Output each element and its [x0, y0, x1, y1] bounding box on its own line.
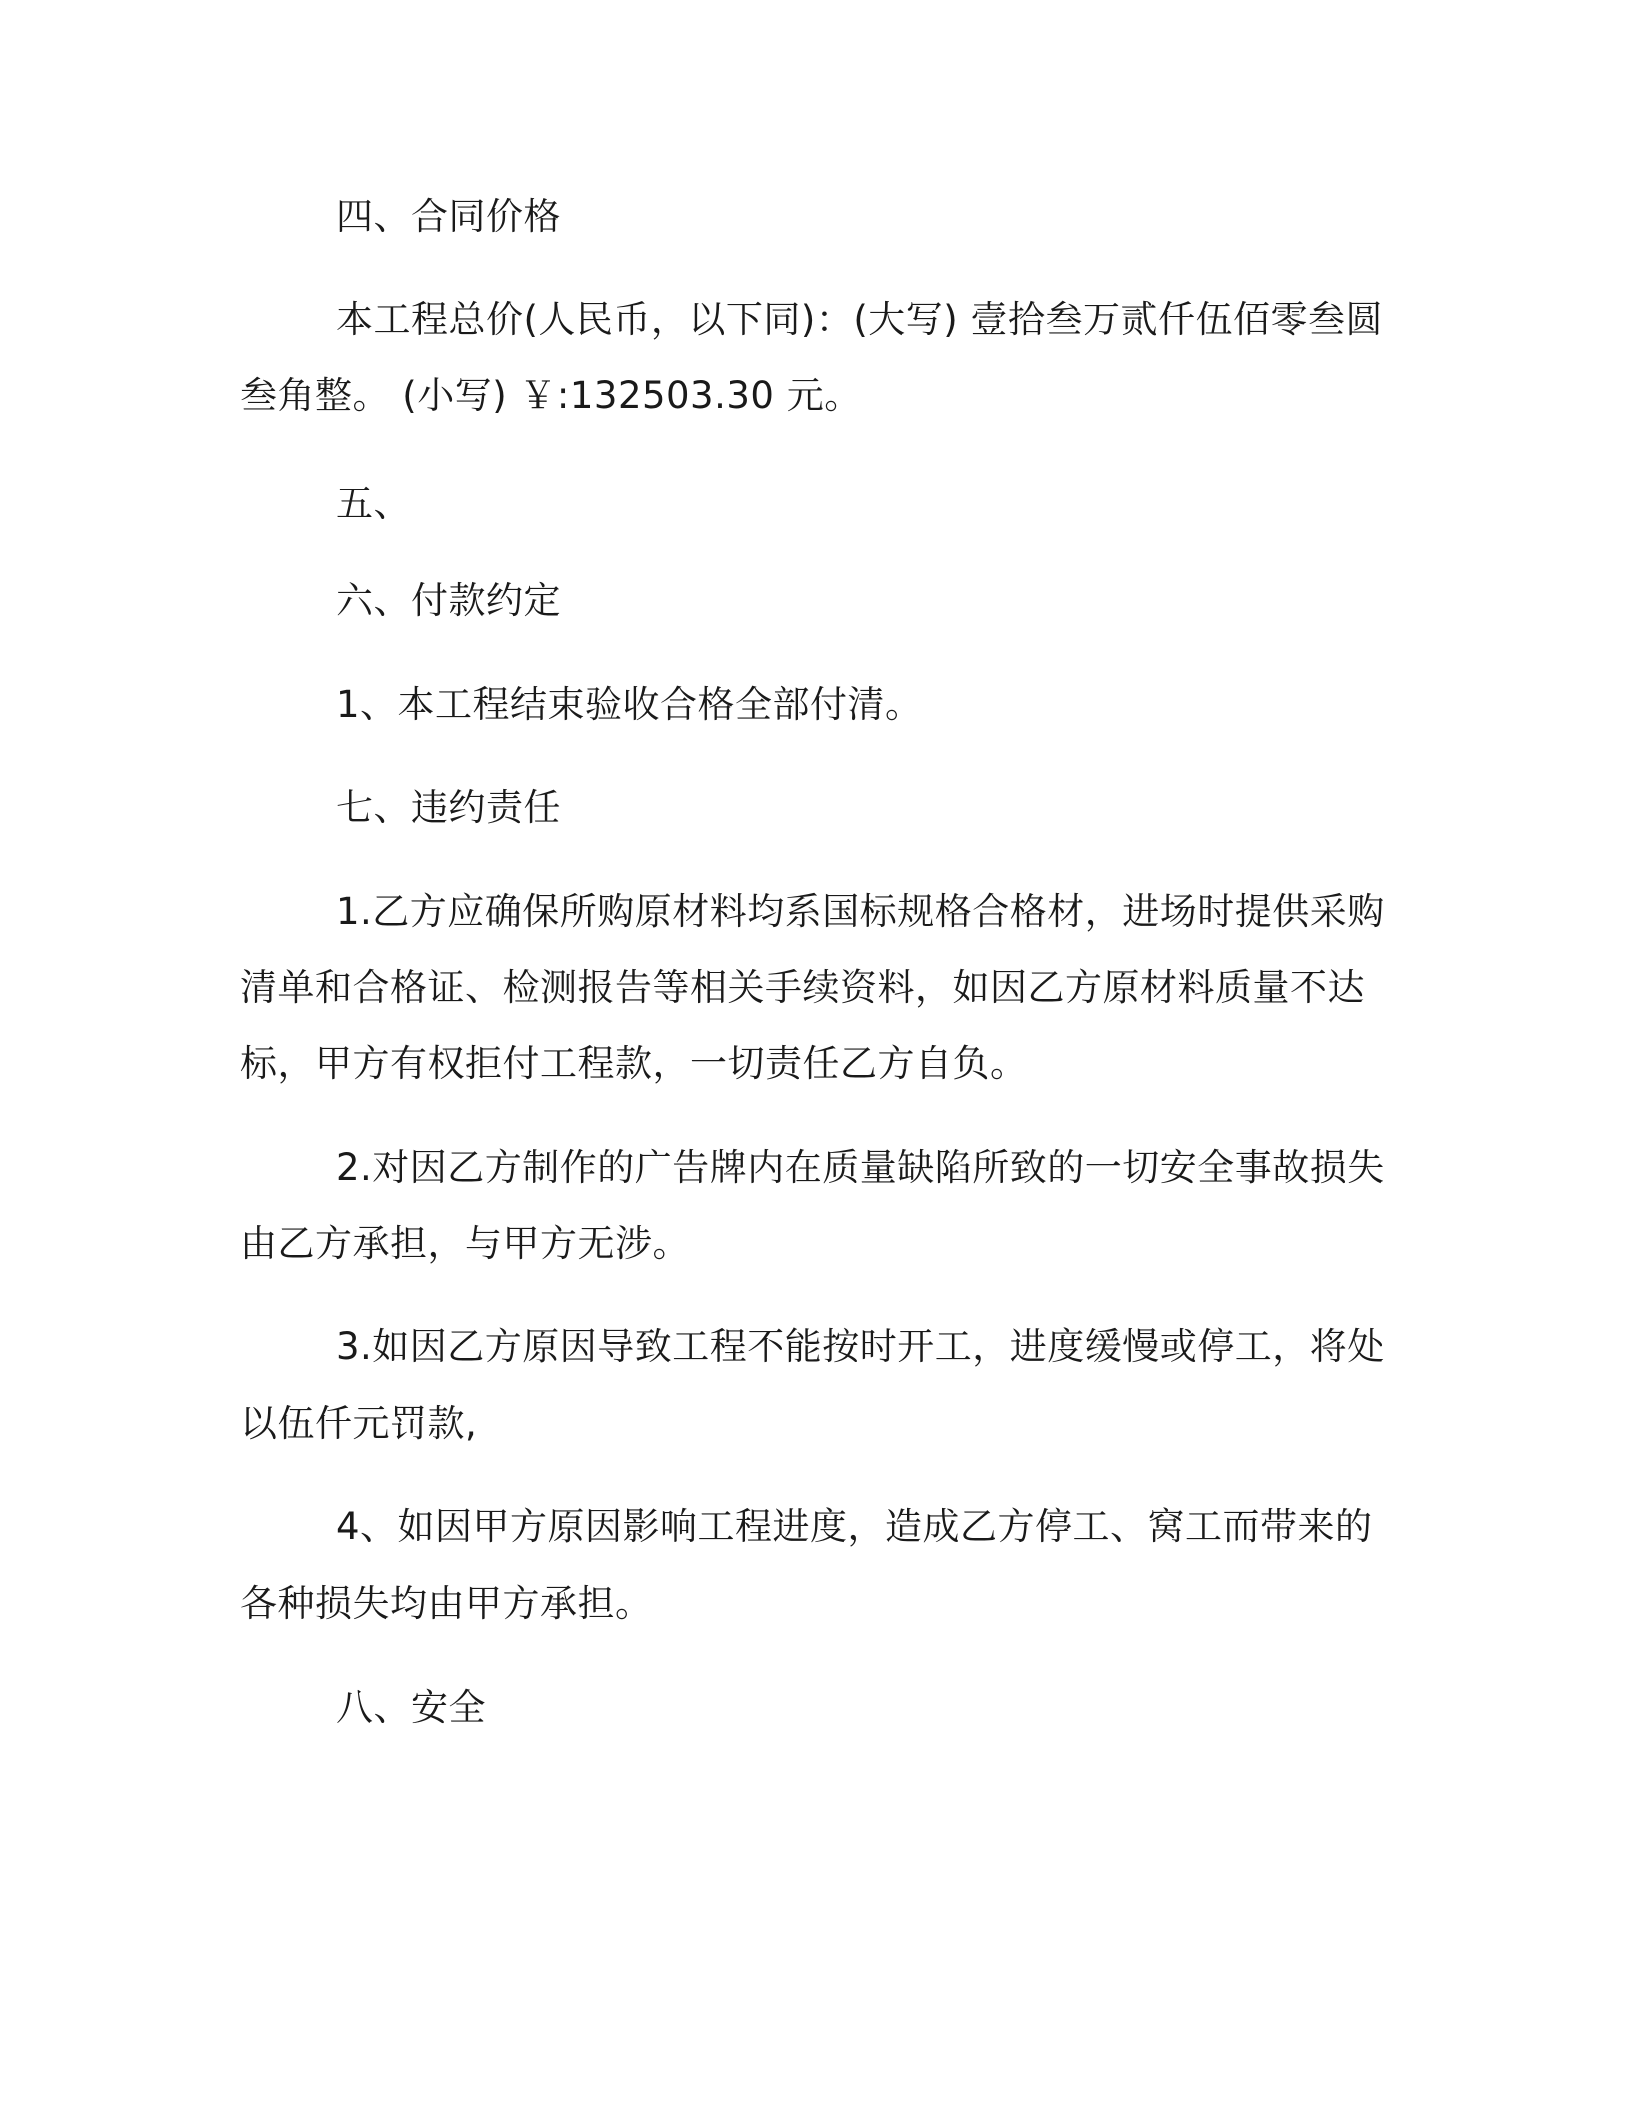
liability-item-3-line-2: 以伍仟元罚款, — [240, 1402, 478, 1445]
liability-item-4-line-1: 4、如因甲方原因影响工程进度，造成乙方停工、窝工而带来的 — [336, 1505, 1373, 1548]
liability-item-1-line-1: 1.乙方应确保所购原材料均系国标规格合格材，进场时提供采购 — [336, 890, 1385, 933]
price-paragraph-line-1: 本工程总价(人民币，以下同)：(大写) 壹拾叁万贰仟伍佰零叁圆 — [336, 298, 1383, 341]
price-paragraph-line-2: 叁角整。 (小写) ￥:132503.30 元。 — [240, 374, 862, 417]
liability-item-1-line-3: 标，甲方有权拒付工程款，一切责任乙方自负。 — [240, 1042, 1028, 1085]
section-heading-payment: 六、付款约定 — [336, 579, 561, 622]
section-heading-contract-price: 四、合同价格 — [336, 195, 561, 238]
liability-item-4-line-2: 各种损失均由甲方承担。 — [240, 1582, 653, 1625]
section-heading-liability: 七、违约责任 — [336, 786, 561, 829]
liability-item-1-line-2: 清单和合格证、检测报告等相关手续资料，如因乙方原材料质量不达 — [240, 966, 1365, 1009]
liability-item-2-line-2: 由乙方承担，与甲方无涉。 — [240, 1222, 690, 1265]
payment-item-1: 1、本工程结束验收合格全部付清。 — [336, 683, 923, 726]
liability-item-2-line-1: 2.对因乙方制作的广告牌内在质量缺陷所致的一切安全事故损失 — [336, 1146, 1385, 1189]
section-heading-five: 五、 — [336, 482, 411, 525]
liability-item-3-line-1: 3.如因乙方原因导致工程不能按时开工，进度缓慢或停工，将处 — [336, 1325, 1385, 1368]
section-heading-safety: 八、安全 — [336, 1686, 486, 1729]
